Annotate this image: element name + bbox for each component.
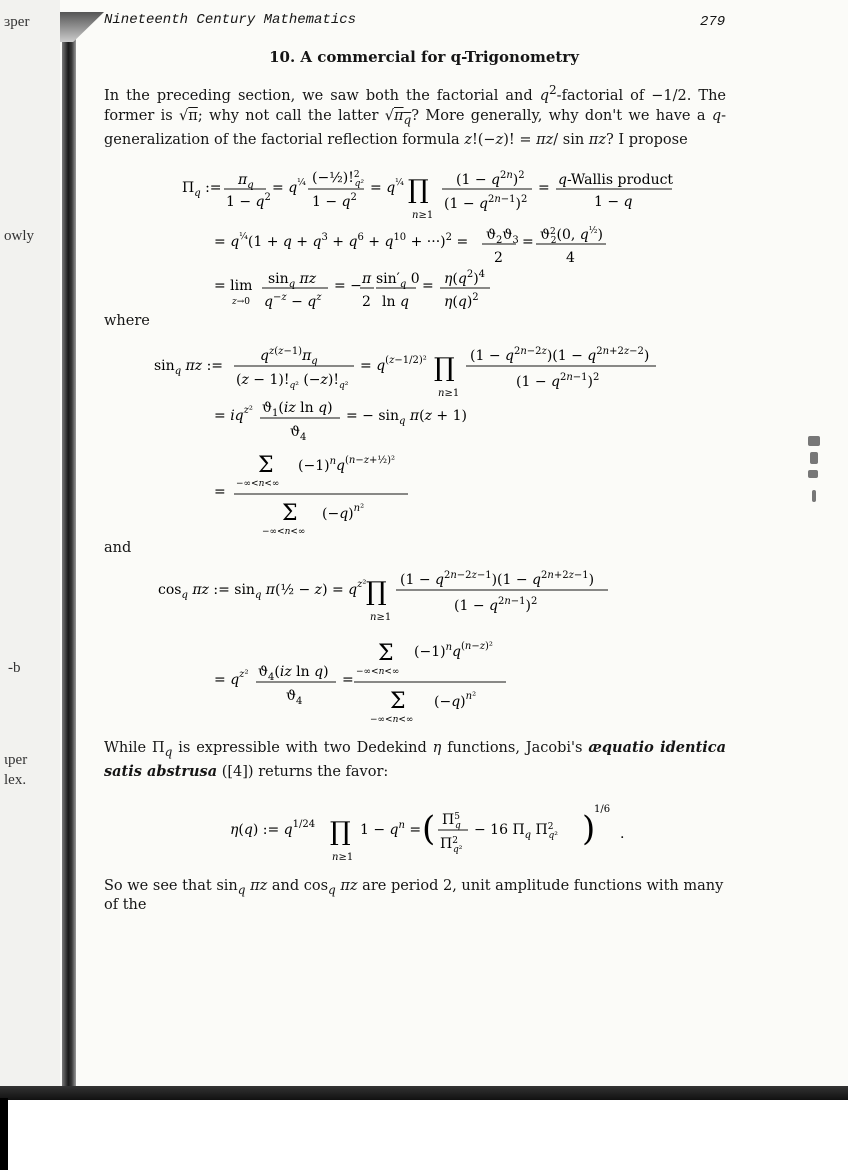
svg-text:−∞<n<∞: −∞<n<∞ xyxy=(262,527,306,537)
svg-text:1 − q: 1 − q xyxy=(594,194,633,210)
equation-pi-q-line1 xyxy=(180,168,680,228)
scan-speck xyxy=(812,490,816,502)
svg-text:(−½)!2q²: (−½)!$^2$ q² xyxy=(312,170,364,189)
svg-text:ln q: ln q xyxy=(382,294,409,310)
margin-fragment: ɜper xyxy=(4,14,30,30)
equation-sin-q-line1 xyxy=(152,342,672,406)
svg-text:−∞<n<∞: −∞<n<∞ xyxy=(236,479,280,489)
svg-text:): ) xyxy=(582,809,596,849)
svg-text:∏: ∏ xyxy=(366,577,387,607)
equation-sin-q-line2 xyxy=(210,398,490,446)
equation-cos-q-line2 xyxy=(210,634,530,734)
svg-text:2: 2 xyxy=(362,294,371,310)
svg-text:=: = xyxy=(422,278,434,294)
svg-text:η(q) := q1/24: η(q) := $q^{1/24}$ xyxy=(230,819,316,838)
svg-text:n≥1: n≥1 xyxy=(332,852,354,863)
svg-text:q−z − qz: $q^{-z} - q^z$ xyxy=(264,292,322,310)
svg-text:=: = xyxy=(522,234,534,250)
margin-fragment: -b xyxy=(8,660,21,676)
svg-text:1 − q2: $1 - q^2$ xyxy=(226,192,271,210)
svg-text:n≥1: n≥1 xyxy=(412,210,434,221)
margin-fragment: ɩper xyxy=(4,752,28,768)
svg-text:(1 − q2n−1)2: $(1 - q^{2n-1})^2$ xyxy=(454,596,538,614)
svg-text:(−1)nq(n−z+½)²: $(-1)^nq^{(n-z+\frac{1}{2})^2}$ xyxy=(298,455,395,474)
svg-text:(−1)nq(n−z)²: $(-1)^nq^{(n-z)^2}$ xyxy=(414,641,493,660)
bottom-scan-shadow xyxy=(0,1086,848,1100)
svg-text:Σ: Σ xyxy=(258,453,274,478)
svg-text:4: 4 xyxy=(566,250,575,266)
svg-text:−∞<n<∞: −∞<n<∞ xyxy=(370,715,414,725)
scan-speck xyxy=(808,470,818,478)
svg-text:=: = xyxy=(214,484,226,500)
svg-text:1/6: 1/6 xyxy=(594,804,611,815)
svg-text:∏: ∏ xyxy=(434,353,455,383)
svg-text:η(q)2: $\eta(q)^2$ xyxy=(444,292,479,310)
svg-text:q-Wallis product: q-Wallis product xyxy=(558,172,674,188)
spine-top-shadow xyxy=(60,12,104,42)
paragraph-conclusion: So we see that $\sin_q \pi z$ and $\cos_q \pi z$ are period 2, unit amplitude functions with many of the xyxy=(104,878,724,913)
word-where: where xyxy=(104,313,150,329)
svg-text:sin′q 0: $\sin'_q$ 0 xyxy=(376,271,420,290)
scan-bottom-margin xyxy=(0,1100,848,1170)
scan-speck xyxy=(808,436,820,446)
svg-text:1 − q2: $1 - q^2$ xyxy=(312,192,357,210)
equation-sin-q-line3 xyxy=(210,446,430,546)
svg-text:ϑ22(0, q½): $ϑ^2$ 2(0, $q^{\frac{1}{2}}$) xyxy=(540,226,603,246)
svg-text:Π5q: $\Pi^5$ q xyxy=(442,812,461,831)
svg-text:= q¼(1 + q + q3 + q6 + q10 + ·: = $q^{\frac{1}{4}}(1 + q + q^3 + q^6 + q^{10} + \cdot\cdot\cdot)^2$ = xyxy=(214,232,469,250)
svg-text:ϑ4: $ϑ_4$ xyxy=(290,424,307,443)
svg-text:(1 − q2n−2z−1)(1 − q2n+2z−1): $(1 - q^{2n-2z-1})(1 - q^{2n+2z-1})$ xyxy=(400,570,595,588)
svg-text:− 16 Πq Π2q²: − 16 $\Pi_q$ $\Pi^2$ q² xyxy=(474,822,558,841)
svg-text:= − sinq π(z + 1): = − $\sin_q \pi(z + 1)$ xyxy=(346,408,467,427)
svg-text:(: ( xyxy=(422,809,436,849)
equation-pi-q-line3 xyxy=(210,270,510,318)
svg-text:Σ: Σ xyxy=(390,689,406,714)
svg-text:cosq πz := sinq π(½ − z) = qz²: $\cos_q \pi z$ := $\sin_q$ π(½ − $z) = q^{z^2}$ xyxy=(158,579,367,601)
svg-text:Π2q²: $\Pi^2$ q² xyxy=(440,836,463,855)
equation-pi-q-line2 xyxy=(210,226,610,274)
svg-text:ϑ1(iz ln q): $ϑ_1(iz$ ln q) xyxy=(262,400,333,419)
page-gutter xyxy=(0,0,60,1100)
equation-cos-q-line1 xyxy=(156,566,616,630)
svg-text:1 − qn =: $1 - q^n$ = xyxy=(360,820,422,838)
svg-text:= −: = − xyxy=(334,278,362,294)
svg-text:(1 − q2n−1)2: $(1 - q^{2n-1})^2$ xyxy=(444,194,528,212)
scan-speck xyxy=(810,452,818,464)
svg-text:z→0: z→0 xyxy=(232,297,251,307)
svg-text:sinq πz :=: $\sin_q \pi z$ := xyxy=(154,358,224,377)
svg-text:Σ: Σ xyxy=(282,501,298,526)
svg-text:= qz²: = $q^{z^2}$ xyxy=(214,669,249,688)
margin-fragment: owly xyxy=(4,228,34,244)
svg-text:= q¼: = $q^{\frac{1}{4}}$ xyxy=(370,178,404,196)
svg-text:∏: ∏ xyxy=(408,175,429,205)
svg-text:(1 − q2n)2: $(1 - q^{2n})^2$ xyxy=(456,170,525,188)
svg-text:=: = xyxy=(342,672,354,688)
svg-text:Πq :=: $\Pi_q$ := xyxy=(182,180,222,199)
svg-text:η(q2)4: $\eta(q^2)^4$ xyxy=(444,269,486,287)
word-and: and xyxy=(104,540,132,556)
margin-fragment: lex. xyxy=(4,772,27,788)
svg-text:= q¼: = $q^{\frac{1}{4}}$ xyxy=(272,178,306,196)
svg-text:(1 − q2n−1)2: $(1 - q^{2n-1})^2$ xyxy=(516,372,600,390)
svg-text:(1 − q2n−2z)(1 − q2n+2z−2): $(1 - q^{2n-2z})(1 - q^{2n+2z-2})$ xyxy=(470,346,650,364)
svg-text:n≥1: n≥1 xyxy=(438,388,460,399)
scan-edge-bar xyxy=(0,1098,8,1170)
svg-text:(−q)n²: $(-q)^{n^2}$ xyxy=(322,503,365,522)
svg-text:=: = xyxy=(538,180,550,196)
book-spine-shadow xyxy=(62,18,76,1098)
svg-text:ϑ2ϑ3: $ϑ_2ϑ_3$ xyxy=(486,227,519,246)
svg-text:−∞<n<∞: −∞<n<∞ xyxy=(356,667,400,677)
svg-text:qz(z−1)πq: $q^{z(z-1)}\pi_q$ xyxy=(260,346,318,367)
svg-text:(z − 1)!q² (−z)!q²: $(z - 1)!_{q^2}$ $(-z)!_{q^2}$ xyxy=(236,372,349,391)
intro-paragraph: In the preceding section, we saw both the factorial and $q^2$-factorial of −1/2. The former is √π; why not call the latter $√\pi_q$? More generally, why don't we have a q-generalization of the factorial reflection formula z!(−z)! = πz/ sin πz? I propose xyxy=(104,83,727,148)
svg-text:2: 2 xyxy=(494,250,503,266)
section-title: 10. A commercial for q-Trigonometry xyxy=(269,48,579,66)
svg-text:ϑ4: $ϑ_4$ xyxy=(286,688,303,707)
page-number: 279 xyxy=(700,14,726,30)
svg-text:sinq πz: $\sin_q \pi z$ xyxy=(268,271,317,290)
svg-text:(−q)n²: $(-q)^{n^2}$ xyxy=(434,691,477,710)
paragraph-jacobi: While $\Pi_q$ is expressible with two Dedekind η functions, Jacobi's æquatio identica satis abstrusa ([4]) returns the favor: xyxy=(104,739,727,780)
running-header: Nineteenth Century Mathematics xyxy=(104,12,357,28)
svg-text:∏: ∏ xyxy=(330,817,351,847)
svg-text:.: . xyxy=(620,826,625,842)
svg-text:ϑ4(iz ln q): $ϑ_4(iz$ ln q) xyxy=(258,664,329,683)
equation-eta xyxy=(228,798,628,870)
svg-text:= q(z−1/2)²: = $q^{(z-1/2)^2}$ xyxy=(360,355,427,374)
svg-text:π: π xyxy=(362,271,372,287)
svg-text:= lim: = lim xyxy=(214,278,253,294)
svg-text:= iqz²: = $iq^{z^2}$ xyxy=(214,405,253,424)
svg-text:Σ: Σ xyxy=(378,641,394,666)
svg-text:n≥1: n≥1 xyxy=(370,612,392,623)
svg-text:πq: $\pi_q$ xyxy=(238,172,254,191)
